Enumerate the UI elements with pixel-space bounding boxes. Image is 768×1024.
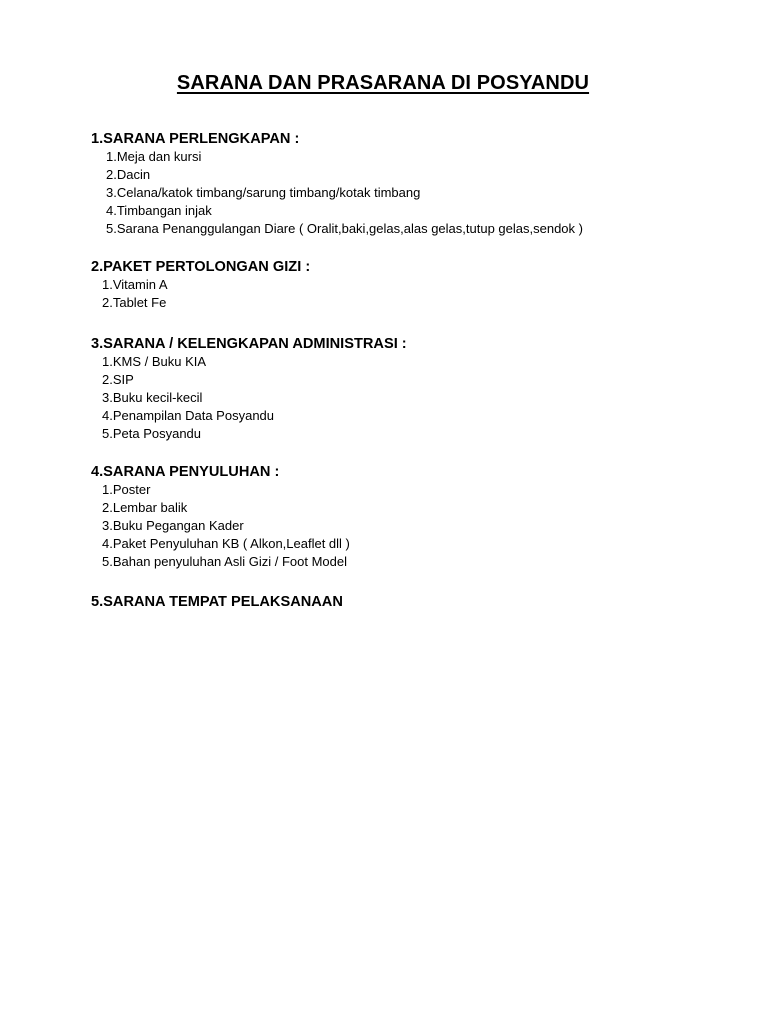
list-item: 2.Tablet Fe (102, 294, 167, 310)
item-list (91, 353, 731, 442)
list-item: 1.Poster (102, 482, 151, 497)
list-item: 4.Paket Penyuluhan KB ( Alkon,Leaflet dll ) (102, 535, 350, 551)
section-heading: 2.PAKET PERTOLONGAN GIZI : (91, 259, 311, 275)
section-kelengkapan-administrasi (91, 334, 731, 442)
list-item: 3.Buku kecil-kecil (102, 389, 203, 405)
document-title: SARANA DAN PRASARANA DI POSYANDU (176, 72, 590, 94)
item-list (91, 481, 731, 570)
list-item: 1.Meja dan kursi (106, 149, 202, 164)
section-heading: 4.SARANA PENYULUHAN : (91, 464, 280, 480)
section-heading: 1.SARANA PERLENGKAPAN : (91, 131, 300, 147)
section-heading: 3.SARANA / KELENGKAPAN ADMINISTRASI : (91, 336, 407, 352)
list-item: 4.Timbangan injak (106, 202, 212, 218)
section-heading: 5.SARANA TEMPAT PELAKSANAAN (91, 594, 343, 610)
section-paket-pertolongan-gizi (91, 257, 731, 312)
list-item: 5.Bahan penyuluhan Asli Gizi / Foot Model (102, 553, 347, 569)
item-list (91, 276, 731, 312)
section-tempat-pelaksanaan (91, 592, 731, 612)
item-list (91, 148, 731, 237)
section-sarana-penyuluhan (91, 462, 731, 570)
list-item: 2.SIP (102, 371, 134, 387)
section-sarana-perlengkapan (91, 129, 731, 237)
list-item: 5.Sarana Penanggulangan Diare ( Oralit,baki,gelas,alas gelas,tutup gelas,sendok ) (106, 220, 583, 236)
list-item: 5.Peta Posyandu (102, 425, 202, 441)
list-item: 1.Vitamin A (102, 277, 168, 292)
list-item: 4.Penampilan Data Posyandu (102, 407, 275, 423)
list-item: 1.KMS / Buku KIA (102, 354, 207, 369)
list-item: 3.Buku Pegangan Kader (102, 517, 244, 533)
list-item: 2.Lembar balik (102, 499, 188, 515)
list-item: 2.Dacin (106, 166, 151, 182)
list-item: 3.Celana/katok timbang/sarung timbang/kotak timbang (106, 184, 421, 200)
